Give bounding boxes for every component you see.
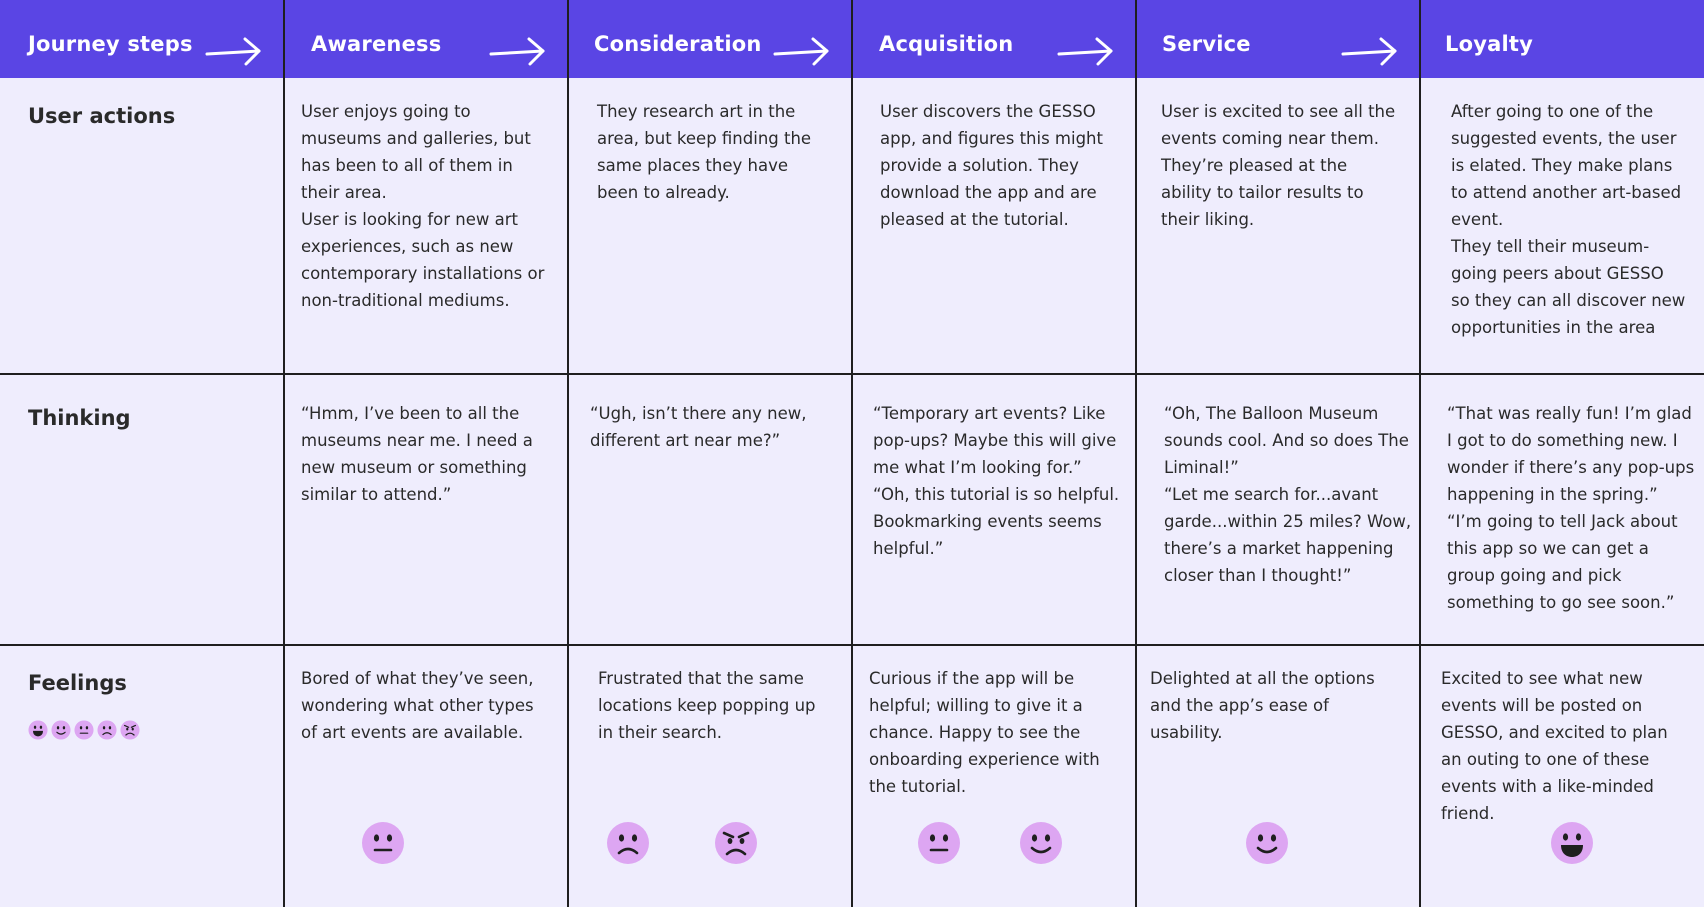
emotion-scale-legend <box>28 720 140 740</box>
very-happy-face-icon <box>1550 821 1594 865</box>
header-journey-steps <box>0 0 284 78</box>
column-divider <box>1135 0 1137 907</box>
cell-text: “Temporary art events? Like pop-ups? Maybe this will give me what I’m looking for.” <box>873 404 1117 477</box>
user-actions-acquisition <box>880 98 1122 233</box>
neutral-face-icon <box>917 821 961 865</box>
header-title: Consideration <box>594 32 762 56</box>
row-divider <box>0 644 1704 646</box>
cell-text: “Ugh, isn’t there any new, different art near me?” <box>590 404 807 450</box>
header-acquisition <box>852 0 1136 78</box>
header-title: Loyalty <box>1445 32 1533 56</box>
column-divider <box>283 0 285 907</box>
cell-text: User discovers the GESSO app, and figures this might provide a solution. They download the app and are pleased at the tutorial. <box>880 102 1103 229</box>
cell-text: Frustrated that the same locations keep popping up in their search. <box>598 669 816 742</box>
happy-face-icon <box>51 720 71 740</box>
arrow-right-icon <box>489 34 547 68</box>
header-consideration <box>568 0 852 78</box>
user-actions-awareness <box>301 98 553 314</box>
very-happy-face-icon <box>28 720 48 740</box>
arrow-right-icon <box>1341 34 1399 68</box>
arrow-right-icon <box>773 34 831 68</box>
happy-face-icon <box>1019 821 1063 865</box>
cell-text: “Oh, this tutorial is so helpful. Bookmarking events seems helpful.” <box>873 485 1120 558</box>
cell-text: “I’m going to tell Jack about this app so we can get a group going and pick something to go see soon.” <box>1447 512 1678 612</box>
row-label-feelings: Feelings <box>28 671 127 695</box>
user-actions-loyalty <box>1451 98 1687 341</box>
cell-text: “That was really fun! I’m glad I got to do something new. I wonder if there’s any pop-ups happening in the spring.” <box>1447 404 1695 504</box>
thinking-service <box>1164 400 1414 589</box>
feelings-service <box>1150 665 1390 746</box>
angry-face-icon <box>120 720 140 740</box>
header-title: Awareness <box>311 32 442 56</box>
header-title: Acquisition <box>879 32 1014 56</box>
row-label-thinking: Thinking <box>28 406 131 430</box>
cell-text: “Oh, The Balloon Museum sounds cool. And so does The Liminal!” <box>1164 404 1409 477</box>
feelings-consideration <box>598 665 828 746</box>
thinking-consideration <box>590 400 830 454</box>
feelings-loyalty <box>1441 665 1673 827</box>
row-label-user-actions: User actions <box>28 104 176 128</box>
header-loyalty <box>1420 0 1704 78</box>
arrow-right-icon <box>1057 34 1115 68</box>
feelings-awareness <box>301 665 551 746</box>
header-title: Service <box>1162 32 1251 56</box>
feelings-acquisition <box>869 665 1119 800</box>
cell-text: They research art in the area, but keep finding the same places they have been to already. <box>597 102 812 202</box>
thinking-acquisition <box>873 400 1123 562</box>
header-service <box>1136 0 1420 78</box>
row-divider <box>0 373 1704 375</box>
cell-text: User is looking for new art experiences, such as new contemporary installations or non-traditional mediums. <box>301 210 545 310</box>
neutral-face-icon <box>74 720 94 740</box>
header-title: Journey steps <box>28 32 193 56</box>
cell-text: User enjoys going to museums and galleries, but has been to all of them in their area. <box>301 102 531 202</box>
cell-text: “Let me search for...avant garde...within 25 miles? Wow, there’s a market happening closer than I thought!” <box>1164 485 1412 585</box>
user-actions-service <box>1161 98 1401 233</box>
cell-text: Curious if the app will be helpful; willing to give it a chance. Happy to see the onboarding experience with the tutorial. <box>869 669 1100 796</box>
happy-face-icon <box>1245 821 1289 865</box>
sad-face-icon <box>97 720 117 740</box>
cell-text: User is excited to see all the events coming near them. They’re pleased at the ability to tailor results to their liking. <box>1161 102 1396 229</box>
column-divider <box>851 0 853 907</box>
cell-text: Excited to see what new events will be posted on GESSO, and excited to plan an outing to one of these events with a like-minded friend. <box>1441 669 1668 823</box>
thinking-awareness <box>301 400 549 508</box>
arrow-right-icon <box>205 34 263 68</box>
cell-text: Delighted at all the options and the app’s ease of usability. <box>1150 669 1375 742</box>
neutral-face-icon <box>361 821 405 865</box>
cell-text: Bored of what they’ve seen, wondering what other types of art events are available. <box>301 669 534 742</box>
cell-text: “Hmm, I’ve been to all the museums near me. I need a new museum or something similar to attend.” <box>301 404 533 504</box>
column-divider <box>1419 0 1421 907</box>
sad-face-icon <box>606 821 650 865</box>
cell-text: After going to one of the suggested events, the user is elated. They make plans to attend another art-based event. <box>1451 102 1682 229</box>
angry-face-icon <box>714 821 758 865</box>
column-divider <box>567 0 569 907</box>
cell-text: They tell their museum-going peers about GESSO so they can all discover new opportunities in the area <box>1451 237 1686 337</box>
user-actions-consideration <box>597 98 827 206</box>
header-awareness <box>284 0 568 78</box>
thinking-loyalty <box>1447 400 1695 616</box>
